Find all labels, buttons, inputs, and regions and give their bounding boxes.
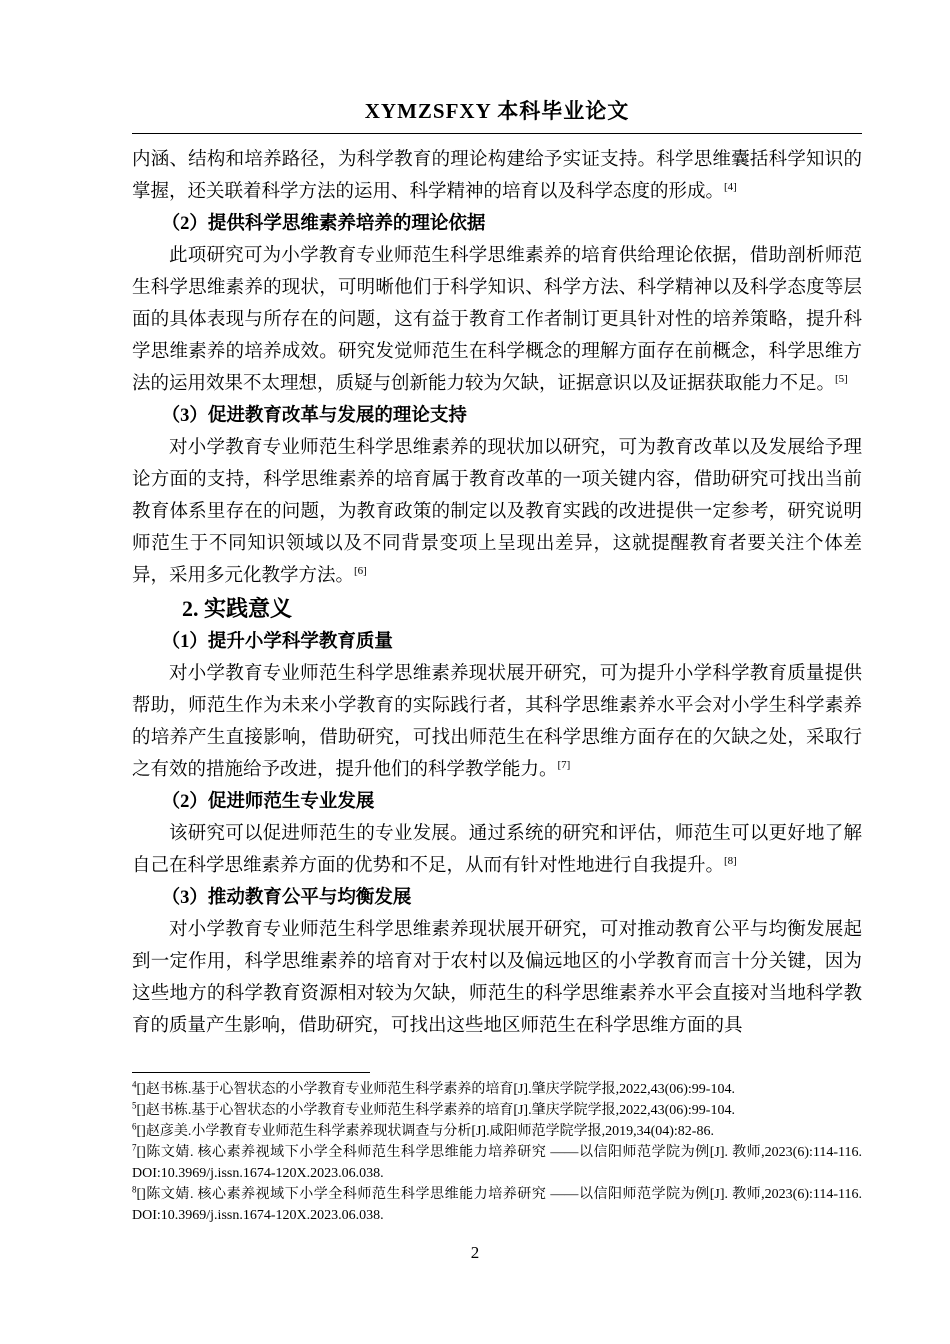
- footnote-marker: 7: [132, 1142, 137, 1153]
- paragraph: [132, 658, 862, 786]
- page-header: [132, 95, 862, 134]
- footnote-marker: 5: [132, 1100, 137, 1111]
- footnote-text: []赵书栋.基于心智状态的小学教育专业师范生科学素养的培育[J].肇庆学院学报,2022,43(06):99-104.: [136, 1103, 735, 1118]
- footnote: [132, 1121, 862, 1142]
- paragraph-text: 对小学教育专业师范生科学思维素养现状展开研究，可为提升小学科学教育质量提供帮助，师范生作为未来小学教育的实际践行者，其科学思维素养水平会对小学生科学素养的培养产生直接影响，借助研究，可找出师范生在科学思维方面存在的欠缺之处，采取行之有效的措施给予改进，提升他们的科学教学能力。: [132, 664, 862, 780]
- section-heading: （3）推动教育公平与均衡发展: [161, 888, 412, 908]
- footnote-text: []陈文婧. 核心素养视域下小学全科师范生科学思维能力培养研究 ——以信阳师范学院为例[J]. 教师,2023(6):114-116. DOI:10.3969/j.issn.1674-120X.2023.06.038.: [132, 1187, 862, 1223]
- footnotes-section: [132, 1072, 862, 1226]
- paragraph: [132, 914, 862, 1042]
- paragraph-text: 此项研究可为小学教育专业师范生科学思维素养的培育供给理论依据，借助剖析师范生科学思维素养的现状，可明晰他们于科学知识、科学方法、科学精神以及科学态度等层面的具体表现与所存在的问题，这有益于教育工作者制订更具针对性的培养策略，提升科学思维素养的培养成效。研究发觉师范生在科学概念的理解方面存在前概念，科学思维方法的运用效果不太理想，质疑与创新能力较为欠缺，证据意识以及证据获取能力不足。: [132, 246, 862, 394]
- section-heading: （2）促进师范生专业发展: [161, 792, 375, 812]
- footnote-marker: 6: [132, 1121, 137, 1132]
- paragraph: [132, 240, 862, 400]
- section-heading: （2）提供科学思维素养培养的理论依据: [161, 214, 486, 234]
- footnote-ref: [5]: [835, 372, 848, 385]
- footnote-text: []赵书栋.基于心智状态的小学教育专业师范生科学素养的培育[J].肇庆学院学报,2022,43(06):99-104.: [136, 1082, 735, 1097]
- paragraph: [132, 432, 862, 592]
- footnote-marker: 8: [132, 1184, 137, 1195]
- paragraph-text: 对小学教育专业师范生科学思维素养现状展开研究，可对推动教育公平与均衡发展起到一定作用，科学思维素养的培育对于农村以及偏远地区的小学教育而言十分关键，因为这些地方的科学教育资源相对较为欠缺，师范生的科学思维素养水平会直接对当地科学教育的质量产生影响，借助研究，可找出这些地区师范生在科学思维方面的具: [132, 920, 862, 1036]
- section-heading: （3）促进教育改革与发展的理论支持: [161, 406, 467, 426]
- footnote: [132, 1100, 862, 1121]
- footnote-separator: [132, 1072, 370, 1073]
- paragraph-text: 对小学教育专业师范生科学思维素养的现状加以研究，可为教育改革以及发展给予理论方面的支持，科学思维素养的培育属于教育改革的一项关键内容，借助研究可找出当前教育体系里存在的问题，为教育政策的制定以及教育实践的改进提供一定参考，研究说明师范生于不同知识领域以及不同背景变项上呈现出差异，这就提醒教育者要关注个体差异，采用多元化教学方法。: [132, 438, 862, 586]
- footnote: [132, 1142, 862, 1184]
- paragraph-text: 内涵、结构和培养路径，为科学教育的理论构建给予实证支持。科学思维囊括科学知识的掌握，还关联着科学方法的运用、科学精神的培育以及科学态度的形成。: [132, 150, 862, 202]
- section-heading: （1）提升小学科学教育质量: [161, 632, 393, 652]
- paragraph-text: 该研究可以促进师范生的专业发展。通过系统的研究和评估，师范生可以更好地了解自己在科学思维素养方面的优势和不足，从而有针对性地进行自我提升。: [132, 824, 862, 876]
- footnote-text: []赵彦美.小学教育专业师范生科学素养现状调查与分析[J].咸阳师范学院学报,2019,34(04):82-86.: [136, 1124, 714, 1139]
- page-number: 2: [470, 1243, 480, 1262]
- footnote-marker: 4: [132, 1079, 137, 1090]
- paragraph: [132, 144, 862, 208]
- subsection-heading: 2. 实践意义: [182, 596, 293, 621]
- header-title: XYMZSFXY 本科毕业论文: [364, 99, 630, 123]
- footnote-ref: [6]: [354, 564, 367, 577]
- footnote-ref: [7]: [557, 758, 571, 771]
- footnote-text: []陈文婧. 核心素养视域下小学全科师范生科学思维能力培养研究 ——以信阳师范学院为例[J]. 教师,2023(6):114-116. DOI:10.3969/j.issn.1674-120X.2023.06.038.: [132, 1145, 862, 1181]
- paragraph: [132, 818, 862, 882]
- footnote: [132, 1184, 862, 1226]
- footnote-ref: [4]: [724, 180, 737, 193]
- document-body: [132, 144, 862, 1079]
- footnote: [132, 1079, 862, 1100]
- footnote-ref: [8]: [724, 854, 737, 867]
